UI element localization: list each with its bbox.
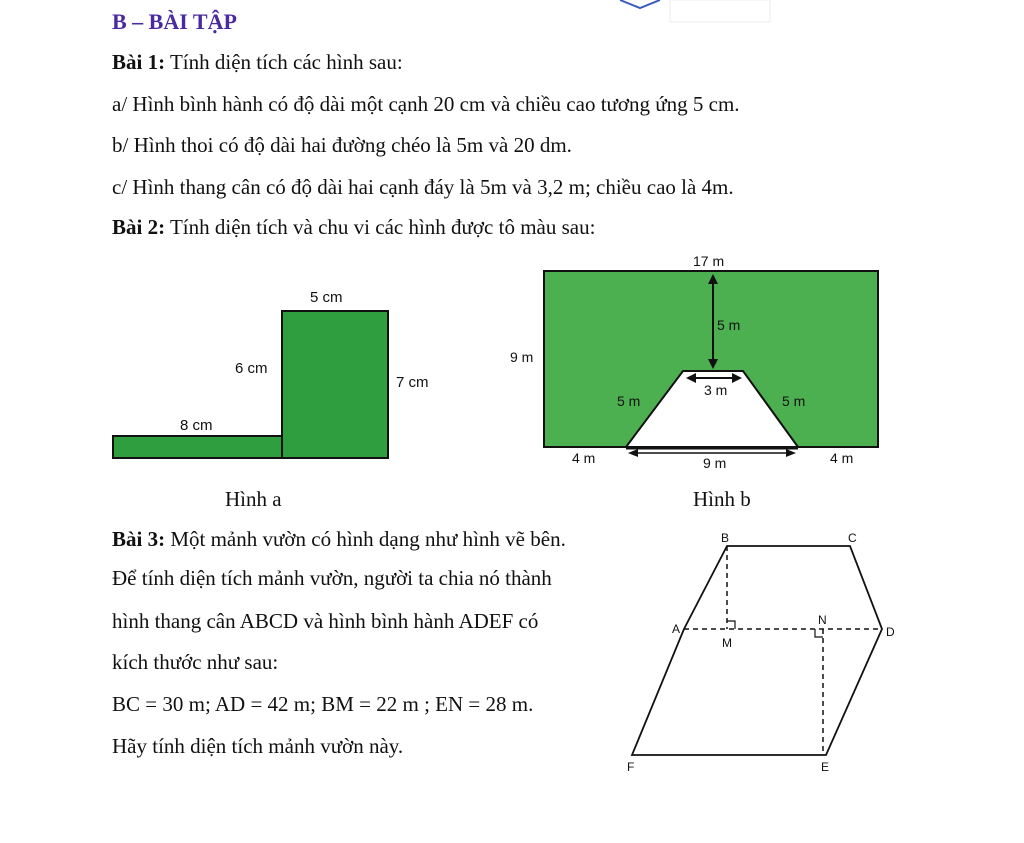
figure-c-point-b: B <box>721 531 730 545</box>
bai3-line-5: BC = 30 m; AD = 42 m; BM = 22 m ; EN = 28 m. <box>112 692 534 716</box>
bai1-item-b: b/ Hình thoi có độ dài hai đường chéo là 5m và 20 dm. <box>112 133 572 157</box>
figure-c-point-c: C <box>848 531 857 545</box>
bai1-label: Bài 1: <box>112 50 166 74</box>
figure-b-label-bottom-mid: 9 m <box>703 455 727 471</box>
figure-a-caption: Hình a <box>225 487 282 511</box>
bai3-line-6: Hãy tính diện tích mảnh vườn này. <box>112 734 404 758</box>
figure-c-point-f: F <box>627 760 635 774</box>
figure-a-label-left-step: 6 cm <box>235 360 268 377</box>
figure-b-label-bottom-left: 4 m <box>572 450 596 466</box>
figure-b-label-trap-right: 5 m <box>782 393 806 409</box>
figure-c-point-e: E <box>821 760 830 774</box>
bai2-prompt: Tính diện tích và chu vi các hình được tô màu sau: <box>169 215 596 239</box>
figure-c-outline <box>632 546 882 755</box>
bai3-line-3: hình thang cân ABCD và hình bình hành ADEF có <box>112 609 539 633</box>
figure-b-label-trap-left: 5 m <box>617 393 641 409</box>
bai1-item-a: a/ Hình bình hành có độ dài một cạnh 20 cm và chiều cao tương ứng 5 cm. <box>112 92 740 116</box>
figure-a-label-top: 5 cm <box>310 289 343 306</box>
figure-c-right-angle-m <box>727 621 735 629</box>
figure-b-label-top: 17 m <box>693 253 725 269</box>
bai1-prompt: Tính diện tích các hình sau: <box>169 50 403 74</box>
figure-c-point-n: N <box>818 613 827 627</box>
section-title: B – BÀI TẬP <box>112 9 237 34</box>
figure-b-label-bottom-right: 4 m <box>830 450 854 466</box>
figure-c-point-d: D <box>886 625 895 639</box>
bai3-line-4: kích thước như sau: <box>112 650 279 674</box>
figure-c-point-m: M <box>722 636 732 650</box>
figure-b-caption: Hình b <box>693 487 751 511</box>
bai2-label: Bài 2: <box>112 215 166 239</box>
figure-b-label-height: 5 m <box>717 317 741 333</box>
figure-b-label-trap-top: 3 m <box>704 382 728 398</box>
bai3-text-1: Một mảnh vườn có hình dạng như hình vẽ bên. <box>170 527 566 551</box>
figure-a-label-base: 8 cm <box>180 417 213 434</box>
figure-c-right-angle-n <box>815 629 823 637</box>
bai1-item-c: c/ Hình thang cân có độ dài hai cạnh đáy là 5m và 3,2 m; chiều cao là 4m. <box>112 175 734 199</box>
figure-b-label-left: 9 m <box>510 349 534 365</box>
figure-c-point-a: A <box>672 622 681 636</box>
bai3-line-2: Để tính diện tích mảnh vườn, người ta chia nó thành <box>112 566 552 590</box>
bai3-label: Bài 3: <box>112 527 166 551</box>
figure-a-label-right: 7 cm <box>396 374 429 391</box>
